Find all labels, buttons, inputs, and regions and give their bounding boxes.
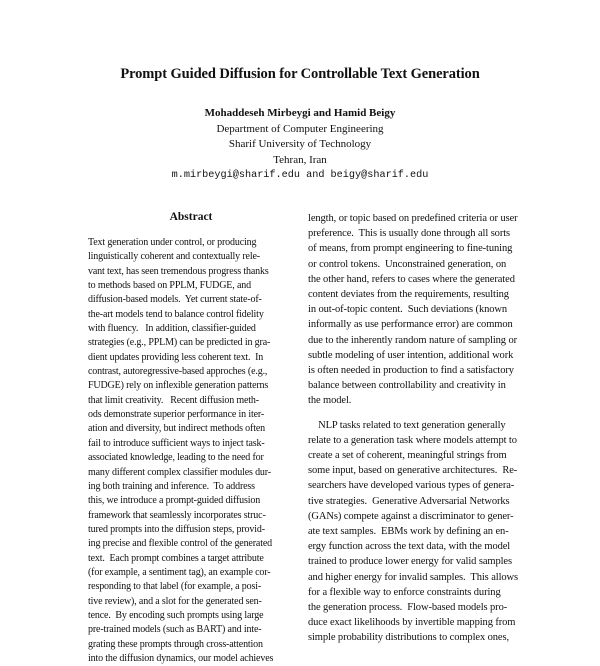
- text-line: dient updates providing less coherent text. In: [88, 351, 264, 363]
- text-line: ing both training and inference. To address: [88, 480, 255, 492]
- text-line: many different complex classifier modules dur-: [88, 466, 271, 478]
- text-line: diffusion-based models. Yet current state-of-: [88, 294, 262, 306]
- text-line: this, we introduce a prompt-guided diffusion: [88, 495, 261, 507]
- text-line: for a flexible way to enforce constraints during: [308, 586, 501, 598]
- text-line: associated knowledge, leading to the need for: [88, 452, 264, 464]
- text-line: into the diffusion dynamics, our model achieves: [88, 652, 274, 664]
- text-line: is often needed in production to find a satisfactory: [308, 365, 514, 377]
- text-line: ate text samples. EBMs work by defining an en-: [308, 526, 509, 538]
- text-line: relate to a generation task where models attempt to: [308, 434, 517, 446]
- paragraph-gap: [308, 409, 528, 418]
- text-line: the other hand, refers to cases where the generated: [308, 273, 515, 285]
- university: Sharif University of Technology: [228, 138, 372, 150]
- text-line: in out-of-topic content. Such deviations (known: [308, 304, 508, 316]
- text-line: the generation process. Flow-based models pro-: [308, 602, 508, 614]
- text-line: trained to produce lower energy for valid samples: [308, 556, 512, 568]
- text-line: searchers have developed various types of genera-: [308, 480, 515, 492]
- abstract-heading: Abstract: [169, 211, 213, 223]
- location: Tehran, Iran: [273, 153, 327, 166]
- text-line: linguistically coherent and contextually rele-: [88, 251, 260, 263]
- text-line: text. Each prompt combines a target attribute: [88, 552, 264, 564]
- text-line: contrast, autoregressive-based approches (e.g.,: [88, 366, 268, 378]
- text-line: some input, based on generative architectures. Re-: [308, 465, 518, 477]
- text-line: balance between controllability and creativity in: [308, 380, 506, 392]
- text-line: the-art models tend to balance control fidelity: [88, 308, 264, 320]
- text-line: grating these prompts through cross-attention: [88, 638, 263, 650]
- text-line: ing precise and flexible control of the generated: [88, 538, 272, 550]
- text-line: (for example, a sentiment tag), an example cor-: [88, 566, 271, 578]
- text-line: vant text, has seen tremendous progress thanks: [88, 265, 269, 277]
- author-emails: m.mirbeygi@sharif.edu and beigy@sharif.edu: [171, 170, 429, 181]
- text-line: tence. By encoding such prompts using large: [88, 609, 264, 621]
- department: Department of Computer Engineering: [216, 122, 384, 135]
- text-line: informally as use performance error) are common: [308, 319, 513, 331]
- text-line: length, or topic based on predefined criteria or user: [308, 213, 518, 224]
- text-line: subtle modeling of user intention, additional work: [308, 349, 514, 361]
- text-line: fail to introduce sufficient ways to inject task-: [88, 437, 265, 449]
- text-line: pre-trained models (such as BART) and inte-: [88, 624, 262, 636]
- text-line: simple probability distributions to complex ones,: [308, 632, 509, 644]
- text-line: tive strategies. Generative Adversarial Networks: [308, 495, 510, 507]
- text-line: that limit creativity. Recent diffusion meth-: [88, 394, 259, 406]
- text-line: responding to that label (for example, a posi-: [88, 581, 262, 593]
- text-line: ergy function across the text data, with the model: [308, 541, 511, 553]
- body-right-column: [308, 211, 528, 646]
- text-line: of means, from prompt engineering to fine-tuning: [308, 243, 513, 255]
- paper-title: Prompt Guided Diffusion for Controllable Text Generation: [120, 66, 480, 82]
- author-block: [0, 106, 600, 184]
- text-line: with fluency. In addition, classifier-guided: [88, 323, 256, 335]
- text-line: create a set of coherent, meaningful strings from: [308, 450, 507, 462]
- author-names: Mohaddeseh Mirbeygi and Hamid Beigy: [204, 107, 396, 119]
- text-line: framework that seamlessly incorporates struc-: [88, 509, 266, 521]
- text-line: preference. This is usually done through all sorts: [308, 228, 511, 240]
- text-line: ation and diversity, but indirect methods often: [88, 423, 265, 435]
- abstract-body: [88, 236, 292, 666]
- text-line: the model.: [308, 395, 352, 407]
- text-line: strategies (e.g., PPLM) can be predicted in gra-: [88, 337, 271, 349]
- text-line: due to the inherently random nature of sampling or: [308, 334, 518, 346]
- text-line: NLP tasks related to text generation generally: [308, 419, 506, 431]
- text-line: ods demonstrate superior performance in iter-: [88, 409, 265, 421]
- text-line: and higher energy for invalid samples. This allows: [308, 571, 519, 583]
- text-line: duce exact likelihoods by invertible mapping from: [308, 617, 516, 629]
- text-line: tive review), and a slot for the generated sen-: [88, 595, 262, 607]
- text-line: FUDGE) rely on inflexible generation patterns: [88, 380, 269, 392]
- text-line: or control tokens. Unconstrained generation, on: [308, 258, 507, 270]
- text-line: Text generation under control, or producing: [88, 237, 257, 248]
- text-line: to methods based on PPLM, FUDGE, and: [88, 280, 251, 292]
- text-line: content deviates from the requirements, resulting: [308, 289, 509, 301]
- text-line: (GANs) compete against a discriminator to gener-: [308, 510, 514, 522]
- text-line: tured prompts into the diffusion steps, provid-: [88, 523, 265, 535]
